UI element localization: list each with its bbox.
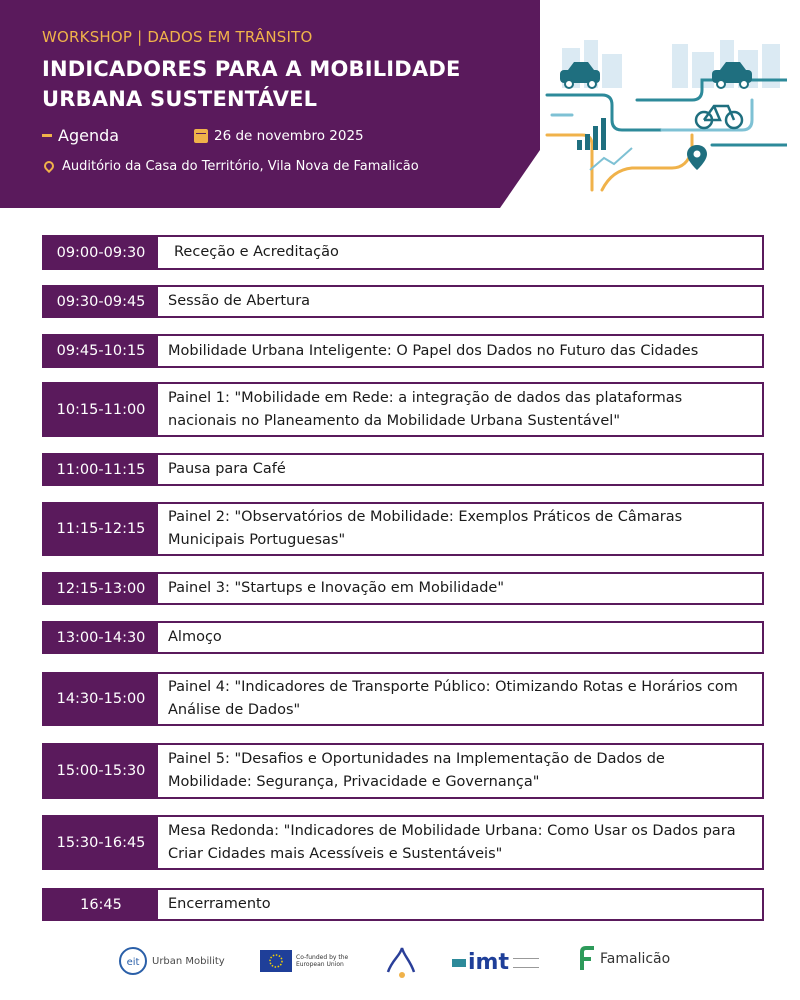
- event-venue: [42, 159, 461, 174]
- agenda-row: [42, 815, 764, 870]
- eit-urban-mobility-logo: [118, 946, 225, 976]
- agenda-time: 13:00-14:30: [44, 623, 158, 652]
- agenda-row: [42, 743, 764, 799]
- agenda-title: Receção e Acreditação: [174, 244, 339, 260]
- agenda-time: 09:45-10:15: [44, 336, 158, 366]
- famalicao-f-icon: [578, 946, 596, 972]
- agenda-time: 10:15-11:00: [44, 384, 158, 435]
- agenda-row: [42, 502, 764, 556]
- meta-row: [42, 126, 461, 145]
- emblem-icon: [380, 942, 422, 982]
- agenda-time: 15:00-15:30: [44, 745, 158, 797]
- eit-logo-text: Urban Mobility: [152, 955, 225, 967]
- eu-cofunded-logo: [260, 950, 348, 972]
- agenda-row: [42, 235, 764, 270]
- eu-logo-line2: European Union: [296, 961, 344, 968]
- agenda-time: 15:30-16:45: [44, 817, 158, 868]
- svg-text:eit: eit: [126, 957, 140, 968]
- agenda-row: [42, 285, 764, 318]
- agenda-title: Sessão de Abertura: [168, 293, 311, 309]
- agenda-row: [42, 382, 764, 437]
- event-title-line2: URBANA SUSTENTÁVEL: [42, 87, 318, 111]
- agenda-label-group: [42, 126, 194, 145]
- event-eyebrow: WORKSHOP | DADOS EM TRÂNSITO: [42, 28, 313, 46]
- imt-mark-icon: [452, 959, 466, 967]
- dash-icon: [42, 134, 52, 137]
- agenda-title: Almoço: [168, 629, 222, 645]
- bicycle-icon: [696, 106, 742, 128]
- agenda-time: 12:15-13:00: [44, 574, 158, 603]
- mobility-illustration: [542, 40, 787, 200]
- imt-logo-text: imt: [468, 950, 509, 975]
- agenda-title: Painel 1: "Mobilidade em Rede: a integração de dados das plataformas nacionais no Planeamento da Mobilidade Urbana Sustentável": [168, 389, 683, 429]
- agenda-title: Painel 3: "Startups e Inovação em Mobilidade": [168, 580, 505, 596]
- famalicao-logo-text: Famalicão: [600, 951, 671, 967]
- agenda-title: Pausa para Café: [168, 461, 286, 477]
- agenda-time: 14:30-15:00: [44, 674, 158, 724]
- event-date-text: 26 de novembro 2025: [214, 127, 364, 144]
- agenda-row: [42, 888, 764, 921]
- agenda-time: 16:45: [44, 890, 158, 919]
- agenda-time: 09:30-09:45: [44, 287, 158, 316]
- map-pin-icon: [687, 145, 707, 170]
- agenda-title: Mobilidade Urbana Inteligente: O Papel dos Dados no Futuro das Cidades: [168, 342, 699, 359]
- agenda-time: 09:00-09:30: [44, 237, 158, 268]
- header-content: [42, 28, 461, 174]
- agenda-row: [42, 453, 764, 486]
- agenda-title: Painel 5: "Desafios e Oportunidades na Implementação de Dados de Mobilidade: Segurança, Privacidade e Governança": [168, 751, 665, 790]
- eu-logo-line1: Co-funded by the: [296, 954, 349, 961]
- imt-subtext-lines: [513, 958, 539, 968]
- agenda-row: [42, 572, 764, 605]
- event-date: [194, 128, 364, 144]
- event-venue-text: Auditório da Casa do Território, Vila Nova de Famalicão: [62, 159, 419, 174]
- agenda-row: [42, 621, 764, 654]
- agenda-label: Agenda: [58, 126, 120, 145]
- agenda-title: Encerramento: [168, 896, 271, 912]
- agenda-row: [42, 334, 764, 368]
- partner-emblem-logo: [380, 942, 422, 982]
- event-title: [42, 54, 461, 114]
- partner-logos: [0, 940, 800, 990]
- eit-logo-icon: [118, 946, 148, 976]
- agenda-title: Painel 4: "Indicadores de Transporte Público: Otimizando Rotas e Horários com Análise de Dados": [168, 679, 738, 718]
- agenda-title: Painel 2: "Observatórios de Mobilidade: Exemplos Práticos de Câmaras Municipais Portuguesas": [168, 509, 683, 548]
- event-title-line1: INDICADORES PARA A MOBILIDADE: [42, 57, 461, 81]
- agenda-row: [42, 672, 764, 726]
- agenda-time: 11:00-11:15: [44, 455, 158, 484]
- imt-logo: [452, 950, 539, 975]
- agenda-time: 11:15-12:15: [44, 504, 158, 554]
- route-lines-icon: [547, 80, 787, 190]
- agenda-title: Mesa Redonda: "Indicadores de Mobilidade Urbana: Como Usar os Dados para Criar Cidades mais Acessíveis e Sustentáveis": [168, 822, 736, 862]
- location-pin-icon: [42, 158, 56, 172]
- eu-flag-icon: [260, 950, 292, 972]
- calendar-icon: [194, 129, 208, 143]
- famalicao-logo: [578, 946, 670, 972]
- trend-line-icon: [590, 148, 632, 170]
